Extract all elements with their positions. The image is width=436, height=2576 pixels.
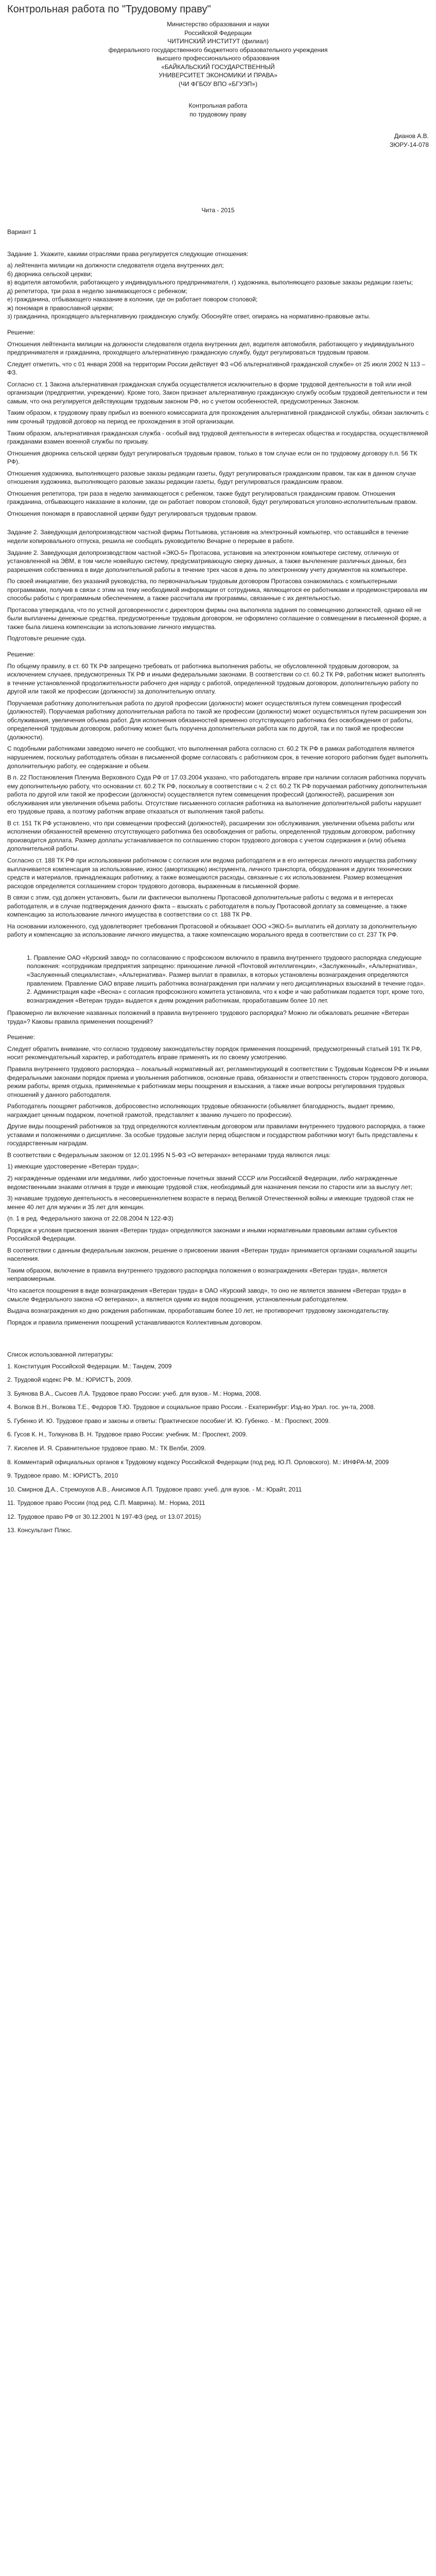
task-item: в) водителя автомобиля, работающего у индивидуального предпринимателя, г) художника, выполняющего разовые заказы редакции газеты; xyxy=(7,279,413,286)
literature-item: 10. Смирнов Д.А., Стремоухов А.В., Анисимов А.П. Трудовое право: учеб. для вузов. - М.: Юрайт, 2011 xyxy=(7,1485,302,1493)
solution-paragraph: Другие виды поощрений работников за труд определяются коллективным договором или правилами внутреннего трудового распорядка, а также уставами и положениями о дисциплине. За особые трудовые заслуги перед обществом и государством работники могут быть представлены к государственным наградам. xyxy=(7,1123,425,1147)
literature-heading: Список использованной литературы: xyxy=(7,1351,113,1359)
solution-label: Решение: xyxy=(7,1033,35,1041)
solution-paragraph: С подобными работниками заведомо ничего не сообщают, что выполненная работа согласно ст. 60.2 ТК РФ в рамках работодателя является нарушением, поскольку работодатель обязан в письменной форме согласовать с работником срок, в течение которого работник будет выполнять дополнительную работу, ее содержание и объем. xyxy=(7,745,428,770)
literature-item: 3. Буянова В.А., Сысоев Л.А. Трудовое право России: учеб. для вузов.- М.: Норма, 2008. xyxy=(7,1389,261,1397)
solution-paragraph: Таким образом, к трудовому праву прибыл из военного комиссариата для прохождения альтернативной гражданской службы, обязан заключить с ним срочный трудовой договор на период ее прохождения в этой организации. xyxy=(7,409,429,425)
solution-paragraph: В соответствии с данным федеральным законом, решение о присвоении звания «Ветеран труда» принимается органами социальной защиты населения. xyxy=(7,1246,417,1263)
variant-label: Вариант 1 xyxy=(7,228,37,236)
solution-paragraph: Таким образом, альтернативная гражданская служба - особый вид трудовой деятельности в интересах общества и государства, осуществляемой гражданами взамен военной службы по призыву. xyxy=(7,429,428,446)
task-3 xyxy=(7,954,429,1327)
work-type-block xyxy=(7,101,429,118)
solution-paragraph: 1) имеющие удостоверение «Ветеран труда»; xyxy=(7,1163,139,1171)
literature-list xyxy=(7,1362,429,1535)
solution-paragraph: (п. 1 в ред. Федерального закона от 22.08.2004 N 122-ФЗ) xyxy=(7,1215,173,1223)
header-line: (ЧИ ФГБОУ ВПО «БГУЭП») xyxy=(179,80,257,88)
literature-item: 5. Губенко И. Ю. Трудовое право и законы и ответы: Практическое пособие/ И. Ю. Губенко. - М.: Проспект, 2009. xyxy=(7,1417,330,1425)
literature-item: 13. Консультант Плюс. xyxy=(7,1527,72,1534)
author-block xyxy=(7,132,429,149)
solution-paragraph: Следует отметить, что с 01 января 2008 на территории России действует ФЗ «Об альтернативной гражданской службе» от 25 июля 2002 N 113 – ФЗ. xyxy=(7,360,425,377)
document-title: Контрольная работа по "Трудовому праву" xyxy=(7,4,211,15)
task-item: ж) пономаря в православной церкви; xyxy=(7,304,114,312)
author-name: Дианов А.В. xyxy=(394,132,429,140)
task-3-items xyxy=(7,954,429,1005)
literature-item: 8. Комментарий официальных органов к Трудовому кодексу Российской Федерации (под ред. Ю.П. Орловского). М.: ИНФРА-М, 2009 xyxy=(7,1458,389,1466)
task-item: з) гражданина, проходящего альтернативную гражданскую службу. Обоснуйте ответ, опираясь на нормативно-правовые акты. xyxy=(7,313,371,320)
task-2-solution xyxy=(7,662,429,939)
task-2-text: Протасова утверждала, что по устной договоренности с директором фирмы она выполняла задания по совмещению должностей, однако ей не были выплачены денежные средства, предусмотренные трудовым договором, не оформлено соглашение о совмещении в письменной форме, а также была лишена компенсации за использование личного имущества. xyxy=(7,606,427,631)
task-1 xyxy=(7,250,429,518)
task-item: 1. Правление ОАО «Курский завод» по согласованию с профсоюзом включило в правила внутреннего трудового распорядка следующие положения: «сотрудникам предприятия запрещено: приношение личной «Почтовой интеллигенции», «Заслуженный», «Альтернатива», «Заслуженный специалистам», «Альтернатива». Размер выплат в правилах, в которых установлены вознаграждения определяются правлением. Правление ОАО вправе лишить работника вознаграждения при наличии у него дисциплинарных взысканий в течение года». xyxy=(27,954,425,987)
task-item: б) дворника сельской церкви; xyxy=(7,270,93,278)
literature-item: 4. Волков В.Н., Волкова Т.Е., Федоров Т.Ю. Трудовое и социальное право России. - Екатеринбург: Изд-во Урал. гос. ун-та, 2008. xyxy=(7,1403,375,1411)
solution-paragraph: По общему правилу, в ст. 60 ТК РФ запрещено требовать от работника выполнения работы, не обусловленной трудовым договором, за исключением случаев, предусмотренных ТК РФ и иными федеральными законами. В соответствии со ст. 60.2 ТК РФ, работник может выполнять в течение установленной продолжительности рабочего дня наряду с работой, определенной трудовым договором, дополнительную работу по другой или такой же профессии (должности) за дополнительную оплату. xyxy=(7,662,425,696)
solution-paragraph: Поручаемая работнику дополнительная работа по другой профессии (должности) может осуществляться путем совмещения профессий (должностей). Поручаемая работнику дополнительная работа по такой же профессии (должности) может осуществляться путем расширения зон обслуживания, увеличения объема работ. Для исполнения обязанностей временно отсутствующего работника без освобождения от работы, определенной трудовым договором, работнику может быть поручена дополнительная работа как по другой, так и по такой же профессии (должности). xyxy=(7,699,427,741)
solution-paragraph: 3) начавшие трудовую деятельность в несовершеннолетнем возрасте в период Великой Отечественной войны и имеющие трудовой стаж не менее 40 лет для мужчин и 35 лет для женщин. xyxy=(7,1195,414,1211)
solution-paragraph: Следует обратить внимание, что согласно трудовому законодательству порядок применения поощрений, предусмотренный статьей 191 ТК РФ, носит рекомендательный характер, и работодатель вправе применять их по своему усмотрению. xyxy=(7,1045,422,1061)
literature-item: 7. Киселев И. Я. Сравнительное трудовое право. М.: ТК Велби, 2009. xyxy=(7,1445,206,1452)
header-line: федерального государственного бюджетного образовательного учреждения xyxy=(108,46,328,54)
solution-paragraph: Правила внутреннего трудового распорядка – локальный нормативный акт, регламентирующий в соответствии с Трудовым Кодексом РФ и иными федеральными законами порядок приема и увольнения работников, основные права, обязанности и ответственность сторон трудового договора, режим работы, время отдыха, применяемые к работникам меры поощрения и взыскания, а также иные вопросы регулирования трудовых отношений у данного работодателя. xyxy=(7,1065,429,1098)
work-type: Контрольная работа xyxy=(188,102,248,110)
task-1-items xyxy=(7,261,429,321)
solution-paragraph: Работодатель поощряет работников, добросовестно исполняющих трудовые обязанности (объявляет благодарность, выдает премию, награждает ценным подарком, почетной грамотой, представляет к званию лучшего по профессии). xyxy=(7,1103,395,1118)
solution-paragraph: Порядок и условия присвоения звания «Ветеран труда» определяются законами и иными нормативными правовыми актами субъектов Российской Федерации. xyxy=(7,1226,397,1243)
literature-item: 1. Конституция Российской Федерации. М.: Тандем, 2009 xyxy=(7,1362,172,1370)
header-line: «БАЙКАЛЬСКИЙ ГОСУДАРСТВЕННЫЙ xyxy=(161,63,275,71)
solution-label: Решение: xyxy=(7,329,35,336)
task-item: е) гражданина, отбывающего наказание в колонии, где он работает повором столовой; xyxy=(7,296,258,303)
task-3-solution xyxy=(7,1045,429,1327)
solution-paragraph: На основании изложенного, суд удовлетворяет требования Протасовой и обязывает ООО «ЭКО-5» выплатить ей доплату за дополнительную работу и компенсацию за использование личного имущества, а также компенсацию морального вреда в соответствии со ст. 237 ТК РФ. xyxy=(7,922,417,939)
solution-paragraph: Отношения лейтенанта милиции на должности следователя отдела внутренних дел, водителя автомобиля, работающего у индивидуального предпринимателя и гражданина, проходящего альтернативную гражданскую службу, будут регулироваться трудовым правом. xyxy=(7,340,414,357)
subject: по трудовому праву xyxy=(189,110,247,118)
task-item: 2. Администрация кафе «Весна» с согласия профсоюзного комитета установила, что к кофе и чаю работникам подается торт, кроме того, вознаграждения «Ветеран труда» выдается к дням рождения работникам, проработавшим более 10 лет. xyxy=(27,988,425,1004)
task-1-solution xyxy=(7,340,429,518)
solution-paragraph: Порядок и правила применения поощрений устанавливаются Коллективным договором. xyxy=(7,1318,263,1326)
header-line: УНИВЕРСИТЕТ ЭКОНОМИКИ И ПРАВА» xyxy=(159,72,277,79)
task-item: а) лейтенанта милиции на должности следователя отдела внутренних дел; xyxy=(7,262,224,269)
literature-item: 12. Трудовое право РФ от 30.12.2001 N 197-ФЗ (ред. от 13.07.2015) xyxy=(7,1513,201,1520)
header-line: ЧИТИНСКИЙ ИНСТИТУТ (филиал) xyxy=(167,38,269,45)
solution-paragraph: 2) награжденные орденами или медалями, либо удостоенные почетных званий СССР или Российской Федерации, либо награжденные ведомственными знаками отличия в труде и имеющие трудовой стаж, необходимый для назначения пенсии по старости или за выслугу лет; xyxy=(7,1174,413,1191)
solution-paragraph: Отношения дворника сельской церкви будут регулироваться трудовым правом, только в том случае если он по трудовому договору п.п. 56 ТК РФ). xyxy=(7,449,417,466)
solution-label: Решение: xyxy=(7,650,35,658)
solution-paragraph: Что касается поощрения в виде вознаграждения «Ветеран труда» в ОАО «Курский завод», то оно не является званием «Ветеран труда» в смысле Федерального закона «О ветеранах», а является одним из видов поощрения, установленным работодателем. xyxy=(7,1286,406,1303)
task-1-question: Задание 1. Укажите, какими отраслями права регулируется следующие отношения: xyxy=(7,250,249,258)
task-2 xyxy=(7,528,429,939)
city-year: Чита - 2015 xyxy=(201,206,235,214)
task-2-text: Задание 2. Заведующая делопроизводством частной «ЭКО-5» Протасова, установив на электронном компьютере систему, отличную от установленной на ЭВМ, в том числе новейшую систему, предусматривающую сверку данных, а также вычленение различных данных, без разрешения собственника в виде дополнительной работы в течение трех часов в день по электронному учету документов на компьютере. xyxy=(7,549,408,573)
task-item: д) репетитора, три раза в неделю занимающегося с ребенком; xyxy=(7,287,187,295)
header-line: Министерство образования и науки xyxy=(167,21,269,28)
solution-paragraph: Согласно ст. 188 ТК РФ при использовании работником с согласия или ведома работодателя и в его интересах личного имущества работнику выплачивается компенсация за использование, износ (амортизацию) инструмента, личного транспорта, оборудования и других технических средств и материалов, принадлежащих работнику, а также возмещаются расходы, связанные с их использованием. Размер возмещения расходов определяется соглашением сторон трудового договора, выраженным в письменной форме. xyxy=(7,857,417,890)
solution-paragraph: В связи с этим, суд должен установить, были ли фактически выполнены Протасовой дополнительные работы с ведома и в интересах работодателя, и в случае подтверждения данного факта – взыскать с работодателя в пользу Протасовой доплату за совмещение, а также компенсацию за использование личного имущества в соответствии со ст. 188 ТК РФ. xyxy=(7,894,407,919)
literature-section xyxy=(7,1350,429,1535)
task-2-text: Подготовьте решение суда. xyxy=(7,635,86,642)
literature-item: 11. Трудовое право России (под ред. С.П. Маврина). М.: Норма, 2011 xyxy=(7,1499,205,1507)
solution-paragraph: Таким образом, включение в правила внутреннего трудового распорядка положения о вознаграждениях «Ветеран труда», является неправомерным. xyxy=(7,1266,388,1283)
task-2-text: По своей инициативе, без указаний руководства, по первоначальным трудовым договором Протасова ознакомилась с компьютерными программами, получив в связи с этим на тему необходимой информации от сотрудника, являющегося ее работниками и продемонстрировала им способы работы с программным обеспечением, а также рассчитала им программы, связанные с их деятельностью. xyxy=(7,578,428,602)
solution-paragraph: В ст. 151 ТК РФ установлено, что при совмещении профессий (должностей), расширении зон обслуживания, увеличении объема работы или исполнении обязанностей временно отсутствующего работника без освобождения от работы, определенной трудовым договором, работнику производится доплата. Размер доплаты устанавливается по соглашению сторон трудового договора с учетом содержания и (или) объема дополнительной работы. xyxy=(7,819,415,853)
task-3-question: Правомерно ли включение названных положений в правила внутреннего трудового распорядка? Можно ли обжаловать решение «Ветеран труда»? Каковы правила применения поощрений? xyxy=(7,1009,409,1025)
header-line: высшего профессионального образования xyxy=(156,55,280,62)
solution-paragraph: В п. 22 Постановления Пленума Верховного Суда РФ от 17.03.2004 указано, что работодатель вправе при наличии согласия работника поручать ему дополнительную работу, что основании ст. 60.2 ТК РФ, поскольку в соответствии с ч. 2 ст. 60.2 ТК РФ поручаемая работнику дополнительная работа по другой или такой же профессии (должности) осуществляется путем совмещения профессий (должностей), расширения зон обслуживания или увеличения объема работы. Отсутствие письменного согласия работника на выполнение дополнительной работы нарушает его трудовые права, а поэтому работник вправе отказаться от выполнения такой работы. xyxy=(7,774,427,816)
header-line: Российской Федерации xyxy=(184,29,252,37)
institution-header xyxy=(7,20,429,88)
literature-item: 2. Трудовой кодекс РФ. М.: ЮРИСТЪ, 2009. xyxy=(7,1376,133,1384)
solution-paragraph: Согласно ст. 1 Закона альтернативная гражданская служба осуществляется исключительно в форме трудовой деятельности в той или иной организации (предприятии, учреждении). Кроме того, Закон признает альтернативную гражданскую службу особым трудовой деятельности и тем самым, что она регулируется действующим трудовым законом РФ, но с учетом особенностей, предусмотренных Законом. xyxy=(7,380,427,405)
solution-paragraph: Выдача вознаграждения ко дню рождения работникам, проработавшим более 10 лет, не противоречит трудовому законодательству. xyxy=(7,1307,390,1315)
solution-paragraph: Отношения художника, выполняющего разовые заказы редакции газеты, будут регулироваться гражданским правом, так как в данном случае отношения художника, выполняющего разовые заказы редакции газеты, будут регулироваться гражданским правом. xyxy=(7,469,416,486)
solution-paragraph: Отношения пономаря в православной церкви будут регулироваться трудовым правом. xyxy=(7,510,257,517)
solution-paragraph: Отношения репетитора, три раза в неделю занимающегося с ребенком, также будут регулироваться гражданским правом. Отношения гражданина, отбывающего наказание в колонии, где он работает повором столовой, будут регулироваться уголовно-исполнительным правом. xyxy=(7,489,417,506)
literature-item: 9. Трудовое право. М.: ЮРИСТЪ, 2010 xyxy=(7,1472,118,1480)
solution-paragraph: В соответствии с Федеральным законом от 12.01.1995 N 5-ФЗ «О ветеранах» ветеранами труда являются лица: xyxy=(7,1151,330,1159)
group-code: ЗЮРУ-14-078 xyxy=(389,141,429,149)
task-2-question: Задание 2. Заведующая делопроизводством частной фирмы Поттымова, установив на электронный компьютер, что оставшийся в течение недели копировального отпуска, решила не сообщать руководителю Вечарне о перерыве в работе. xyxy=(7,529,409,545)
literature-item: 6. Гусов К. Н., Толкунова В. Н. Трудовое право России: учебник. М.: Проспект, 2009. xyxy=(7,1431,248,1438)
